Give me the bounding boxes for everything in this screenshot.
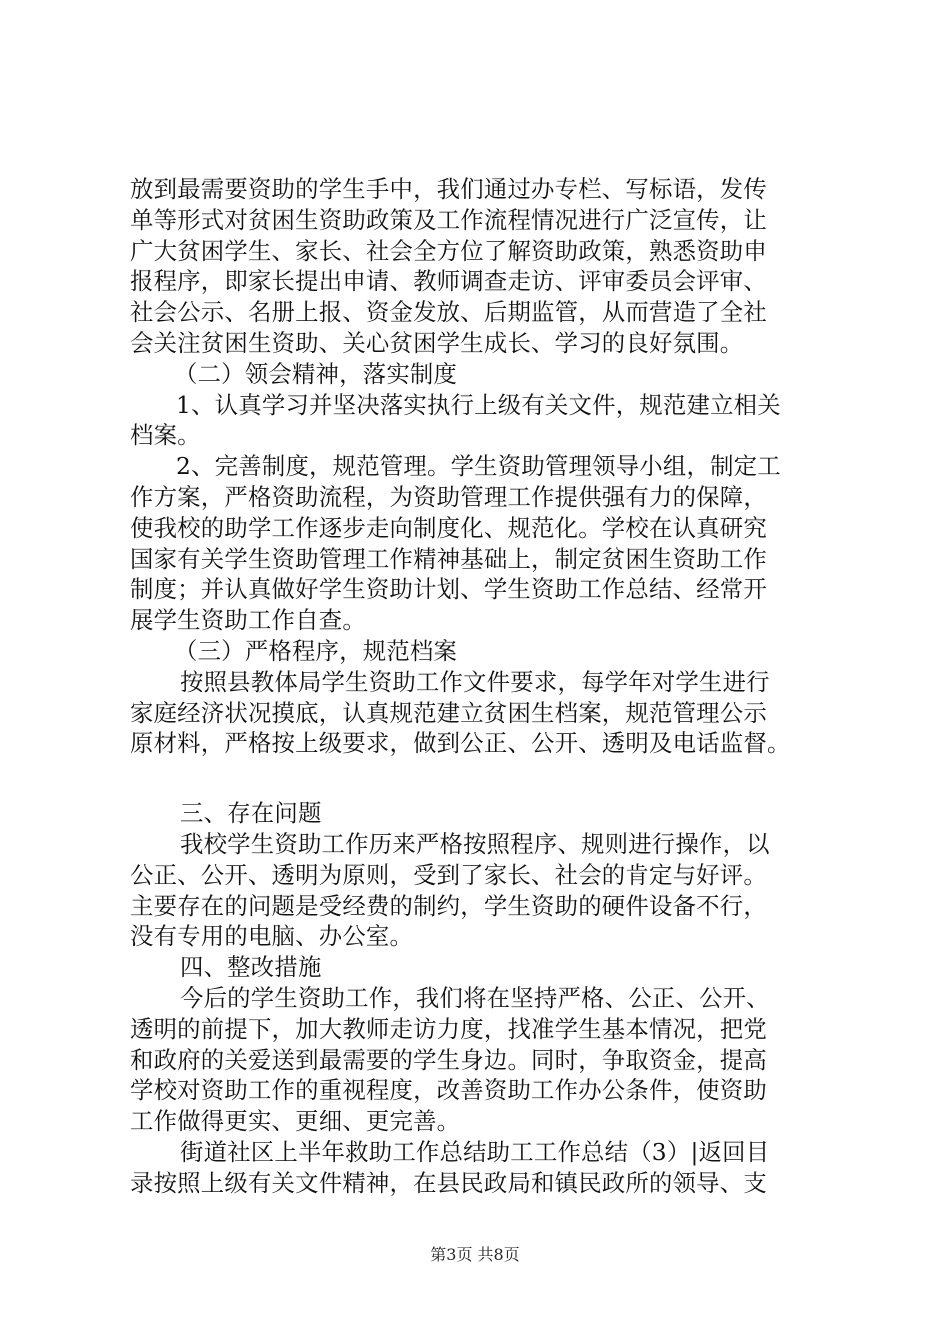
text-line: 透明的前提下，加大教师走访力度，找准学生基本情况，把党 bbox=[130, 1014, 767, 1043]
text-line: 家庭经济状况摸底，认真规范建立贫困生档案，规范管理公示 bbox=[130, 698, 767, 727]
text-line: （三）严格程序，规范档案 bbox=[174, 636, 458, 665]
text-line: 工作做得更实、更细、更完善。 bbox=[130, 1107, 461, 1136]
paragraph-gap bbox=[130, 759, 830, 798]
text-line: 三、存在问题 bbox=[180, 799, 322, 828]
text-line: 我校学生资助工作历来严格按照程序、规则进行操作，以 bbox=[180, 829, 770, 858]
text-line: 主要存在的问题是受经费的制约，学生资助的硬件设备不行， bbox=[130, 891, 767, 920]
text-line: 档案。 bbox=[130, 421, 201, 450]
text-line: （二）领会精神，落实制度 bbox=[174, 359, 458, 388]
text-line: 作方案，严格资助流程，为资助管理工作提供强有力的保障， bbox=[130, 482, 767, 511]
page-footer: 第3页 共8页 bbox=[430, 1245, 520, 1264]
text-line: 公正、公开、透明为原则，受到了家长、社会的肯定与好评。 bbox=[130, 860, 767, 889]
text-line: 会关注贫困生资助、关心贫困学生成长、学习的良好氛围。 bbox=[130, 328, 744, 357]
text-line: 1、认真学习并坚决落实执行上级有关文件，规范建立相关 bbox=[176, 390, 781, 419]
text-line: 报程序，即家长提出申请、教师调查走访、评审委员会评审、 bbox=[130, 267, 767, 296]
text-line: 街道社区上半年救助工作总结助工工作总结（3）|返回目 bbox=[180, 1137, 770, 1166]
text-line: 学校对资助工作的重视程度，改善资助工作办公条件，使资助 bbox=[130, 1076, 767, 1105]
text-line: 社会公示、名册上报、资金发放、后期监管，从而营造了全社 bbox=[130, 298, 767, 327]
text-line: 录按照上级有关文件精神，在县民政局和镇民政所的领导、支 bbox=[130, 1168, 767, 1197]
text-line: 今后的学生资助工作，我们将在坚持严格、公正、公开、 bbox=[180, 983, 770, 1012]
text-line: 国家有关学生资助管理工作精神基础上，制定贫困生资助工作 bbox=[130, 544, 767, 573]
text-line: 原材料，严格按上级要求，做到公正、公开、透明及电话监督。 bbox=[130, 729, 791, 758]
text-line: 2、完善制度，规范管理。学生资助管理领导小组，制定工 bbox=[176, 452, 781, 481]
text-line: 按照县教体局学生资助工作文件要求，每学年对学生进行 bbox=[180, 667, 770, 696]
text-line: 没有专用的电脑、办公室。 bbox=[130, 922, 414, 951]
body-text bbox=[130, 174, 830, 1199]
text-line: 放到最需要资助的学生手中，我们通过办专栏、写标语，发传 bbox=[130, 175, 767, 203]
text-line: 四、整改措施 bbox=[180, 953, 322, 982]
text-line: 广大贫困学生、家长、社会全方位了解资助政策，熟悉资助申 bbox=[130, 236, 767, 265]
text-line: 展学生资助工作自查。 bbox=[130, 606, 366, 635]
text-line: 使我校的助学工作逐步走向制度化、规范化。学校在认真研究 bbox=[130, 513, 767, 542]
text-line: 单等形式对贫困生资助政策及工作流程情况进行广泛宣传，让 bbox=[130, 205, 767, 234]
text-line: 制度；并认真做好学生资助计划、学生资助工作总结、经常开 bbox=[130, 575, 767, 604]
text-line: 和政府的关爱送到最需要的学生身边。同时，争取资金，提高 bbox=[130, 1045, 767, 1074]
